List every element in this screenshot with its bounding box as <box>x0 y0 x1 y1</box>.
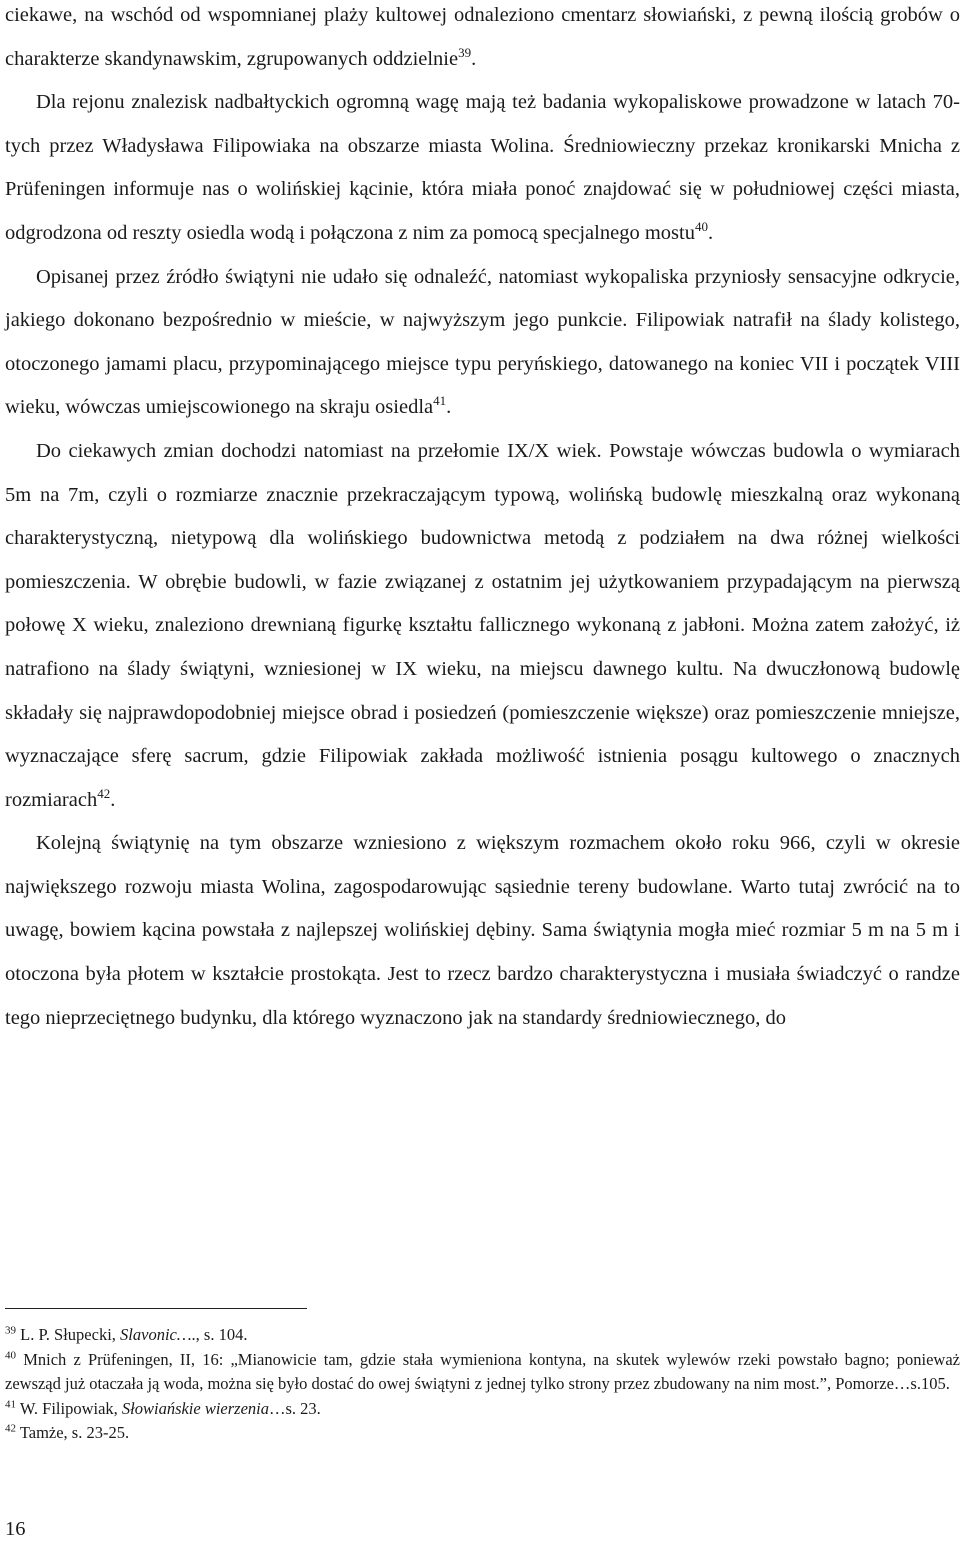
footnote-ref-40[interactable]: 40 <box>694 219 708 235</box>
footnotes <box>5 1323 960 1446</box>
footnote-39: $^{39}$ L. P. Słupecki, Slavonic…., s. 104. <box>5 1324 248 1344</box>
paragraph-text: Do ciekawych zmian dochodzi natomiast na przełomie IX/X wiek. Powstaje wówczas budowla o wymiarach 5m na 7m, czyli o rozmiarze znacznie przekraczającym typową, wolińską budowlę mieszkalną oraz wykonaną charakterystyczną, nietypową dla wolińskiego budownictwa metodą z podziałem na dwa różnej wielkości pomieszczenia. W obrębie budowli, w fazie związanej z ostatnim jej użytkowaniem przypadającym na pierwszą połowę X wieku, znaleziono drewnianą figurkę kształtu fallicznego wykonaną z jabłoni. Można zatem założyć, iż natrafiono na ślady świątyni, wzniesionej w IX wieku, na miejscu dawnego kultu. Na dwuczłonową budowlę składały się najprawdopodobniej miejsce obrad i posiedzeń (pomieszczenie większe) oraz pomieszczenie mniejsze, wyznaczające sferę sacrum, gdzie Filipowiak zakłada możliwość istnienia posągu kultowego o znacznych rozmiarach <box>5 439 960 811</box>
footnote-number: 39 <box>5 1324 16 1337</box>
paragraph-4: Do ciekawych zmian dochodzi natomiast na przełomie IX/X wiek. Powstaje wówczas budowla o wymiarach 5m na 7m, czyli o rozmiarze znacznie przekraczającym typową, wolińską budowlę mieszkalną oraz wykonaną charakterystyczną, nietypową dla wolińskiego budownictwa metodą z podziałem na dwa różnej wielkości pomieszczenia. W obrębie budowli, w fazie związanej z ostatnim jej użytkowaniem przypadającym na pierwszą połowę X wieku, znaleziono drewnianą figurkę kształtu fallicznego wykonaną z jabłoni. Można zatem założyć, iż natrafiono na ślady świątyni, wzniesionej w IX wieku, na miejscu dawnego kultu. Na dwuczłonową budowlę składały się najprawdopodobniej miejsce obrad i posiedzeń (pomieszczenie większe) oraz pomieszczenie mniejsze, wyznaczające sferę sacrum, gdzie Filipowiak zakłada możliwość istnienia posągu kultowego o znacznych rozmiarach$^{42}$. <box>5 439 960 811</box>
paragraph-5 <box>5 822 960 1040</box>
footnote-number: 42 <box>5 1422 16 1435</box>
paragraph-text: Kolejną świątynię na tym obszarze wzniesiono z większym rozmachem około roku 966, czyli w okresie największego rozwoju miasta Wolina, zagospodarowując sąsiednie tereny budowlane. Warto tutaj zwrócić na to uwagę, bowiem kącina powstała z najlepszej wolińskiej dębiny. Sama świątynia mogła mieć rozmiar 5 m na 5 m i otoczona była płotem w kształcie prostokąta. Jest to rzecz bardzo charakterystyczna i musiała świadczyć o randze tego nieprzeciętnego budynku, dla którego wyznaczono jak na standardy średniowiecznego, do <box>5 832 960 1029</box>
footnote-separator <box>5 1308 307 1309</box>
footnote-ref-41[interactable]: 41 <box>433 393 447 409</box>
paragraph-text: Dla rejonu znalezisk nadbałtyckich ogromną wagę mają też badania wykopaliskowe prowadzone w latach 70-tych przez Władysława Filipowiaka na obszarze miasta Wolina. Średniowieczny przekaz kronikarski Mnicha z Prüfeningen informuje nas o wolińskiej kącinie, która miała ponoć znajdować się w południowej części miasta, odgrodzona od reszty osiedla wodą i połączona z nim za pomocą specjalnego mostu <box>5 91 960 244</box>
footnote-42: $^{42}$ Tamże, s. 23-25. <box>5 1422 130 1443</box>
body-text <box>5 0 960 1040</box>
footnote-number: 41 <box>5 1398 16 1411</box>
footnote-41: $^{41}$ W. Filipowiak, Słowiańskie wierzenia…s. 23. <box>5 1398 321 1418</box>
paragraph-text: Opisanej przez źródło świątyni nie udało się odnaleźć, natomiast wykopaliska przyniosły sensacyjne odkrycie, jakiego dokonano bezpośrednio w mieście, w najwyższym jego punkcie. Filipowiak natrafił na ślady kolistego, otoczonego jamami placu, przypominającego miejsce typu peryńskiego, datowanego na koniec VII i początek VIII wieku, wówczas umiejscowionego na skraju osiedla <box>5 265 960 419</box>
page-number: 16 <box>5 1518 26 1540</box>
paragraph-2: Dla rejonu znalezisk nadbałtyckich ogromną wagę mają też badania wykopaliskowe prowadzone w latach 70-tych przez Władysława Filipowiaka na obszarze miasta Wolina. Średniowieczny przekaz kronikarski Mnicha z Prüfeningen informuje nas o wolińskiej kącinie, która miała ponoć znajdować się w południowej części miasta, odgrodzona od reszty osiedla wodą i połączona z nim za pomocą specjalnego mostu$^{40}$. <box>5 91 960 244</box>
paragraph-text: ciekawe, na wschód od wspomnianej plaży kultowej odnaleziono cmentarz słowiański, z pewną ilością grobów o charakterze skandynawskim, zgrupowanych oddzielnie <box>5 4 960 70</box>
footnote-ref-42[interactable]: 42 <box>97 785 111 801</box>
paragraph-3: Opisanej przez źródło świątyni nie udało się odnaleźć, natomiast wykopaliska przyniosły sensacyjne odkrycie, jakiego dokonano bezpośrednio w mieście, w najwyższym jego punkcie. Filipowiak natrafił na ślady kolistego, otoczonego jamami placu, przypominającego miejsce typu peryńskiego, datowanego na koniec VII i początek VIII wieku, wówczas umiejscowionego na skraju osiedla$^{41}$. <box>5 265 960 419</box>
paragraph-1: ciekawe, na wschód od wspomnianej plaży kultowej odnaleziono cmentarz słowiański, z pewną ilością grobów o charakterze skandynawskim, zgrupowanych oddzielnie$^{39}$. <box>5 4 960 70</box>
footnote-ref-39[interactable]: 39 <box>458 44 472 60</box>
footnote-number: 40 <box>5 1349 16 1362</box>
footnote-40: $^{40}$ Mnich z Prüfeningen, II, 16: „Mianowicie tam, gdzie stała wymieniona kontyna, na skutek wylewów rzeki powstało bagno; ponieważ zewsząd już otaczała ją woda, można się było dostać do owej świątyni z jednej tylko strony przez zbudowany na nim most.”, Pomorze…s.105. <box>5 1349 960 1394</box>
